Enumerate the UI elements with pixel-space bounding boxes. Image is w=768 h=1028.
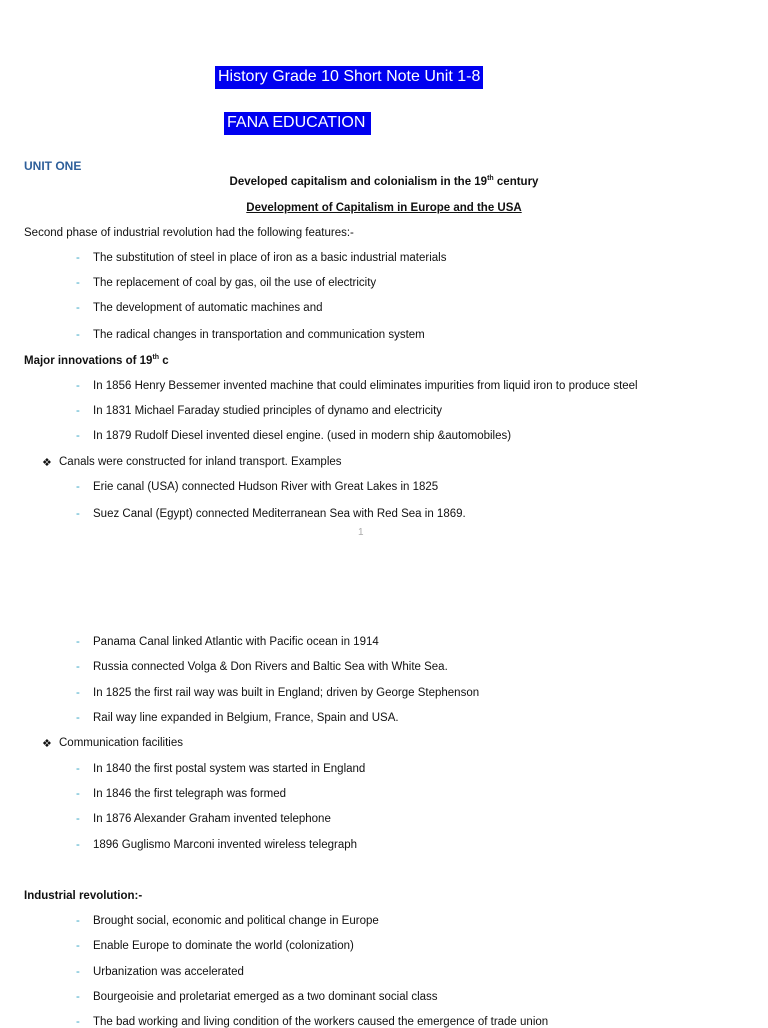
list-item: In 1879 Rudolf Diesel invented diesel engine. (used in modern ship &automobiles) bbox=[93, 430, 512, 442]
list-item: In 1856 Henry Bessemer invented machine that could eliminates impurities from liquid iron to produce steel bbox=[93, 380, 638, 392]
list-item: The radical changes in transportation and communication system bbox=[93, 329, 425, 341]
bullet-dash: - bbox=[76, 940, 80, 952]
bullet-dash: - bbox=[76, 329, 80, 341]
chapter-title bbox=[0, 176, 768, 188]
list-item: The bad working and living condition of the workers caused the emergence of trade union bbox=[93, 1016, 549, 1028]
list-item: The substitution of steel in place of iron as a basic industrial materials bbox=[93, 252, 447, 264]
list-item: In 1876 Alexander Graham invented telephone bbox=[93, 813, 331, 825]
list-item: In 1840 the first postal system was started in England bbox=[93, 763, 366, 775]
bullet-dash: - bbox=[76, 991, 80, 1003]
bullet-dash: - bbox=[76, 277, 80, 289]
chapter-title-post: century bbox=[493, 176, 539, 188]
bullet-dash: - bbox=[76, 712, 80, 724]
unit-heading: UNIT ONE bbox=[24, 159, 82, 173]
list-item: Erie canal (USA) connected Hudson River with Great Lakes in 1825 bbox=[93, 481, 439, 493]
list-item: In 1825 the first rail way was built in England; driven by George Stephenson bbox=[93, 687, 480, 699]
innovations-heading-sup: th bbox=[152, 354, 160, 362]
bullet-dash: - bbox=[76, 788, 80, 800]
list-item: 1896 Guglismo Marconi invented wireless telegraph bbox=[93, 839, 358, 851]
communication-heading: Communication facilities bbox=[59, 737, 183, 749]
publisher-title: FANA EDUCATION bbox=[224, 112, 371, 135]
bullet-dash: - bbox=[76, 430, 80, 442]
industrial-heading: Industrial revolution:- bbox=[24, 890, 143, 902]
list-item: Suez Canal (Egypt) connected Mediterranean Sea with Red Sea in 1869. bbox=[93, 508, 466, 520]
intro-text: Second phase of industrial revolution had the following features:- bbox=[24, 227, 354, 239]
list-item: The development of automatic machines and bbox=[93, 302, 323, 314]
diamond-bullet-icon: ❖ bbox=[42, 738, 52, 750]
chapter-title-sup: th bbox=[487, 175, 494, 183]
bullet-dash: - bbox=[76, 481, 80, 493]
canals-heading: Canals were constructed for inland transport. Examples bbox=[59, 456, 342, 468]
chapter-title-pre: Developed capitalism and colonialism in the 19 bbox=[229, 176, 488, 188]
bullet-dash: - bbox=[76, 405, 80, 417]
bullet-dash: - bbox=[76, 636, 80, 648]
list-item: Bourgeoisie and proletariat emerged as a two dominant social class bbox=[93, 991, 438, 1003]
bullet-dash: - bbox=[76, 966, 80, 978]
bullet-dash: - bbox=[76, 763, 80, 775]
list-item: Enable Europe to dominate the world (colonization) bbox=[93, 940, 354, 952]
bullet-dash: - bbox=[76, 302, 80, 314]
bullet-dash: - bbox=[76, 813, 80, 825]
innovations-heading bbox=[24, 355, 169, 367]
bullet-dash: - bbox=[76, 915, 80, 927]
bullet-dash: - bbox=[76, 508, 80, 520]
list-item: Panama Canal linked Atlantic with Pacific ocean in 1914 bbox=[93, 636, 379, 648]
document-title: History Grade 10 Short Note Unit 1-8 bbox=[215, 66, 483, 89]
list-item: In 1846 the first telegraph was formed bbox=[93, 788, 287, 800]
bullet-dash: - bbox=[76, 1016, 80, 1028]
bullet-dash: - bbox=[76, 687, 80, 699]
page-number: 1 bbox=[358, 527, 364, 538]
list-item: Brought social, economic and political change in Europe bbox=[93, 915, 379, 927]
bullet-dash: - bbox=[76, 839, 80, 851]
list-item: In 1831 Michael Faraday studied principles of dynamo and electricity bbox=[93, 405, 443, 417]
bullet-dash: - bbox=[76, 661, 80, 673]
bullet-dash: - bbox=[76, 252, 80, 264]
list-item: Rail way line expanded in Belgium, France, Spain and USA. bbox=[93, 712, 399, 724]
list-item: Russia connected Volga & Don Rivers and Baltic Sea with White Sea. bbox=[93, 661, 448, 673]
innovations-heading-pre: Major innovations of 19 bbox=[24, 355, 153, 367]
list-item: The replacement of coal by gas, oil the use of electricity bbox=[93, 277, 377, 289]
innovations-heading-post: c bbox=[159, 355, 169, 367]
list-item: Urbanization was accelerated bbox=[93, 966, 244, 978]
diamond-bullet-icon: ❖ bbox=[42, 457, 52, 469]
section-title: Development of Capitalism in Europe and the USA bbox=[246, 202, 522, 214]
bullet-dash: - bbox=[76, 380, 80, 392]
